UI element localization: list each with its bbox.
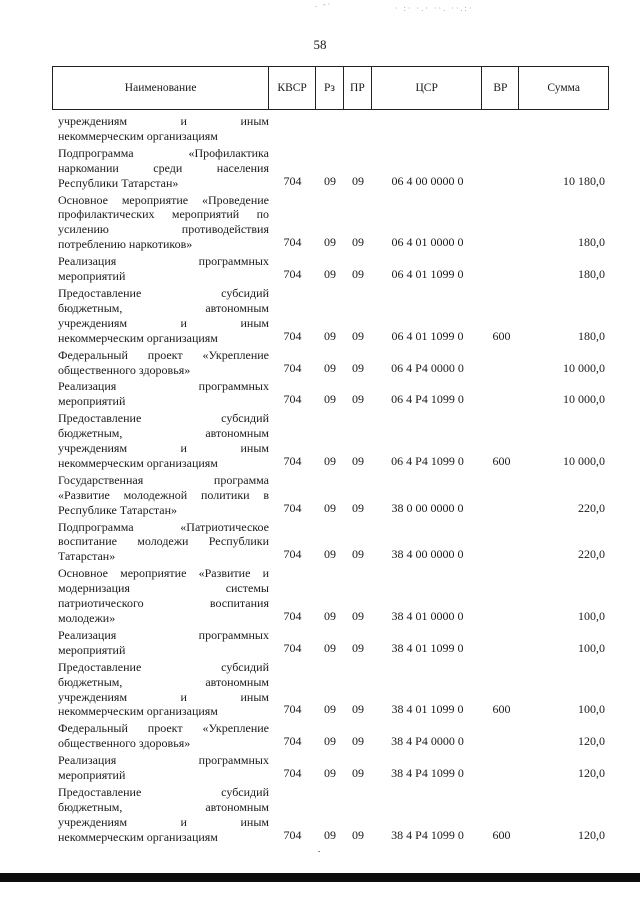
scan-mark [318, 851, 320, 852]
header-kvsr: КВСР [269, 67, 316, 109]
row-csr: 38 4 01 1099 0 [391, 640, 464, 655]
row-name [58, 783, 269, 845]
row-name-line: Реализация программных [58, 254, 269, 269]
row-name-line: Республики Татарстан» [58, 175, 179, 190]
row-vr [483, 562, 520, 564]
row-csr [372, 142, 483, 144]
row-vr: 600 [492, 328, 511, 343]
row-name-line: некоммерческим организациям [58, 455, 218, 470]
table-row [58, 252, 609, 284]
row-csr: 06 4 01 1099 0 [391, 267, 464, 282]
table-body [58, 112, 609, 845]
row-name [58, 471, 269, 518]
scan-noise-top: . -· [315, 0, 333, 9]
row-name [58, 751, 269, 783]
row-csr: 38 4 P4 1099 0 [391, 766, 464, 781]
row-name-line: Предоставление субсидий [58, 285, 269, 300]
row-name-line: общественного здоровья» [58, 362, 191, 377]
header-name: Наименование [53, 67, 269, 109]
row-sum: 180,0 [578, 235, 605, 250]
row-pr: 09 [352, 640, 364, 655]
row-kvsr: 704 [283, 640, 302, 655]
table-row [58, 112, 609, 144]
row-csr: 38 4 01 0000 0 [391, 609, 464, 623]
page-number: 58 [313, 37, 327, 52]
row-vr: 600 [492, 702, 511, 717]
row-name [58, 409, 269, 471]
row-name-line: усилению противодействия [58, 222, 269, 237]
row-name-line: некоммерческим организациям [58, 829, 218, 844]
row-pr: 09 [352, 827, 364, 842]
table-row [58, 191, 609, 253]
row-name-line: Федеральный проект «Укрепление [58, 721, 269, 736]
row-kvsr: 704 [283, 827, 302, 842]
row-sum: 120,0 [578, 734, 605, 749]
row-name [58, 112, 269, 144]
row-csr: 38 4 00 0000 0 [391, 547, 464, 562]
row-name-line: бюджетным, автономным [58, 426, 269, 441]
row-rz: 09 [324, 453, 336, 468]
row-rz: 09 [324, 500, 336, 515]
row-rz: 09 [324, 328, 336, 343]
scan-noise-right: · :· ·.· ··. ··.:· [395, 4, 474, 13]
row-sum: 10 000,0 [563, 392, 605, 407]
row-csr: 38 0 00 0000 0 [391, 500, 464, 515]
header-csr: ЦСР [372, 67, 483, 109]
row-name-line: Предоставление субсидий [58, 784, 269, 799]
row-vr [483, 282, 520, 284]
row-name [58, 252, 269, 284]
header-sum: Сумма [547, 82, 580, 94]
row-name-line: бюджетным, автономным [58, 300, 269, 315]
row-name-line: Предоставление субсидий [58, 659, 269, 674]
row-pr: 09 [352, 547, 364, 562]
row-name [58, 284, 269, 346]
row-pr: 09 [352, 734, 364, 749]
row-pr [344, 142, 372, 144]
row-csr: 06 4 00 0000 0 [391, 173, 464, 188]
row-name [58, 658, 269, 720]
row-name-line: Предоставление субсидий [58, 411, 269, 426]
row-sum: 10 180,0 [563, 173, 605, 188]
table-row [58, 346, 609, 378]
row-name-line: «Развитие молодежной политики в [58, 487, 269, 502]
row-kvsr: 704 [283, 235, 302, 250]
row-pr: 09 [352, 360, 364, 375]
row-name-line: некоммерческим организациям [58, 330, 218, 345]
row-pr: 09 [352, 235, 364, 250]
row-sum: 120,0 [578, 827, 605, 842]
row-rz: 09 [324, 766, 336, 781]
table-row [58, 751, 609, 783]
row-pr: 09 [352, 453, 364, 468]
row-name-line: Реализация программных [58, 753, 269, 768]
row-name [58, 564, 269, 626]
row-name [58, 518, 269, 565]
row-name-line: потреблению наркотиков» [58, 237, 193, 252]
row-rz: 09 [324, 547, 336, 562]
row-kvsr: 704 [283, 547, 302, 562]
row-vr [483, 250, 520, 252]
row-sum: 220,0 [578, 547, 605, 562]
table-row [58, 518, 609, 565]
row-rz [316, 142, 344, 144]
row-sum: 100,0 [578, 702, 605, 717]
row-kvsr [269, 142, 316, 144]
row-name-line: Федеральный проект «Укрепление [58, 347, 269, 362]
table-row [58, 626, 609, 658]
row-name-line: Государственная программа [58, 472, 269, 487]
row-csr: 06 4 01 1099 0 [391, 328, 464, 343]
header-vr: ВР [482, 67, 519, 109]
row-rz: 09 [324, 173, 336, 188]
row-name [58, 626, 269, 658]
row-name-line: патриотического воспитания [58, 596, 269, 611]
row-vr [483, 407, 520, 409]
table-header [52, 66, 609, 110]
row-name-line: профилактических мероприятий по [58, 207, 269, 222]
row-name-line: учреждениям и иным [58, 814, 269, 829]
row-vr [483, 656, 520, 658]
table-row [58, 284, 609, 346]
row-name-line: некоммерческим организациям [58, 128, 218, 143]
row-name-line: общественного здоровья» [58, 736, 191, 751]
row-name-line: мероприятий [58, 394, 126, 409]
row-name-line: Татарстан» [58, 549, 116, 564]
row-pr: 09 [352, 267, 364, 282]
row-rz: 09 [324, 360, 336, 375]
row-vr [483, 375, 520, 377]
row-sum: 10 000,0 [563, 360, 605, 375]
row-pr: 09 [352, 500, 364, 515]
row-name-line: мероприятий [58, 269, 126, 284]
row-kvsr: 704 [283, 453, 302, 468]
row-kvsr: 704 [283, 267, 302, 282]
table-row [58, 719, 609, 751]
row-name-line: Основное мероприятие «Развитие и [58, 566, 269, 581]
row-vr [483, 516, 520, 518]
row-pr: 09 [352, 609, 364, 623]
row-rz: 09 [324, 734, 336, 749]
row-kvsr: 704 [283, 500, 302, 515]
row-name-line: молодежи» [58, 611, 116, 625]
row-name-line: учреждениям и иным [58, 315, 269, 330]
row-csr: 06 4 P4 1099 0 [391, 392, 464, 407]
row-kvsr: 704 [283, 173, 302, 188]
row-pr: 09 [352, 328, 364, 343]
row-kvsr: 704 [283, 328, 302, 343]
row-name-line: мероприятий [58, 768, 126, 783]
scan-edge-bar [0, 873, 640, 882]
row-vr [483, 749, 520, 751]
row-sum: 100,0 [578, 640, 605, 655]
row-name-line: учреждениям и иным [58, 689, 269, 704]
row-name-line: Республике Татарстан» [58, 502, 178, 517]
row-name-line: Основное мероприятие «Проведение [58, 192, 269, 207]
row-rz: 09 [324, 392, 336, 407]
row-csr: 06 4 01 0000 0 [391, 235, 464, 250]
row-kvsr: 704 [283, 702, 302, 717]
row-sum: 100,0 [578, 609, 605, 623]
row-sum: 220,0 [578, 500, 605, 515]
row-rz: 09 [324, 267, 336, 282]
row-name [58, 191, 269, 253]
row-rz: 09 [324, 640, 336, 655]
row-name [58, 719, 269, 751]
row-vr [483, 624, 520, 626]
row-name-line: бюджетным, автономным [58, 799, 269, 814]
row-csr: 38 4 P4 0000 0 [391, 734, 464, 749]
row-sum: 10 000,0 [563, 453, 605, 468]
header-pr: ПР [344, 67, 372, 109]
row-rz: 09 [324, 702, 336, 717]
row-rz: 09 [324, 235, 336, 250]
row-name-line: Подпрограмма «Профилактика [58, 145, 269, 160]
row-kvsr: 704 [283, 766, 302, 781]
table-row [58, 377, 609, 409]
table-row [58, 564, 609, 626]
row-pr: 09 [352, 392, 364, 407]
row-name-line: Реализация программных [58, 379, 269, 394]
row-sum: 180,0 [578, 267, 605, 282]
row-vr: 600 [492, 827, 511, 842]
row-name-line: мероприятий [58, 642, 126, 657]
row-name-line: учреждениям и иным [58, 441, 269, 456]
row-kvsr: 704 [283, 609, 302, 623]
row-name-line: воспитание молодежи Республики [58, 534, 269, 549]
row-csr: 38 4 01 1099 0 [391, 702, 464, 717]
table-row [58, 409, 609, 471]
row-name-line: модернизация системы [58, 581, 269, 596]
row-vr: 600 [492, 453, 511, 468]
row-name-line: бюджетным, автономным [58, 674, 269, 689]
row-kvsr: 704 [283, 734, 302, 749]
row-csr: 06 4 P4 1099 0 [391, 453, 464, 468]
row-csr: 38 4 P4 1099 0 [391, 827, 464, 842]
row-name-line: некоммерческим организациям [58, 704, 218, 719]
row-vr [483, 189, 520, 191]
row-name [58, 144, 269, 191]
row-name [58, 346, 269, 378]
table-row [58, 471, 609, 518]
table-row [58, 783, 609, 845]
row-name-line: Реализация программных [58, 627, 269, 642]
row-name [58, 377, 269, 409]
row-pr: 09 [352, 766, 364, 781]
header-rz: Рз [316, 67, 344, 109]
row-rz: 09 [324, 609, 336, 623]
row-pr: 09 [352, 702, 364, 717]
row-name-line: наркомании среди населения [58, 160, 269, 175]
row-sum [520, 142, 609, 144]
table-row [58, 144, 609, 191]
row-sum: 180,0 [578, 328, 605, 343]
row-rz: 09 [324, 827, 336, 842]
row-name-line: учреждениям и иным [58, 114, 269, 128]
row-csr: 06 4 P4 0000 0 [391, 360, 464, 375]
row-kvsr: 704 [283, 360, 302, 375]
row-sum: 120,0 [578, 766, 605, 781]
row-kvsr: 704 [283, 392, 302, 407]
table-row [58, 658, 609, 720]
row-pr: 09 [352, 173, 364, 188]
row-name-line: Подпрограмма «Патриотическое [58, 519, 269, 534]
row-vr [483, 142, 520, 144]
row-vr [483, 781, 520, 783]
